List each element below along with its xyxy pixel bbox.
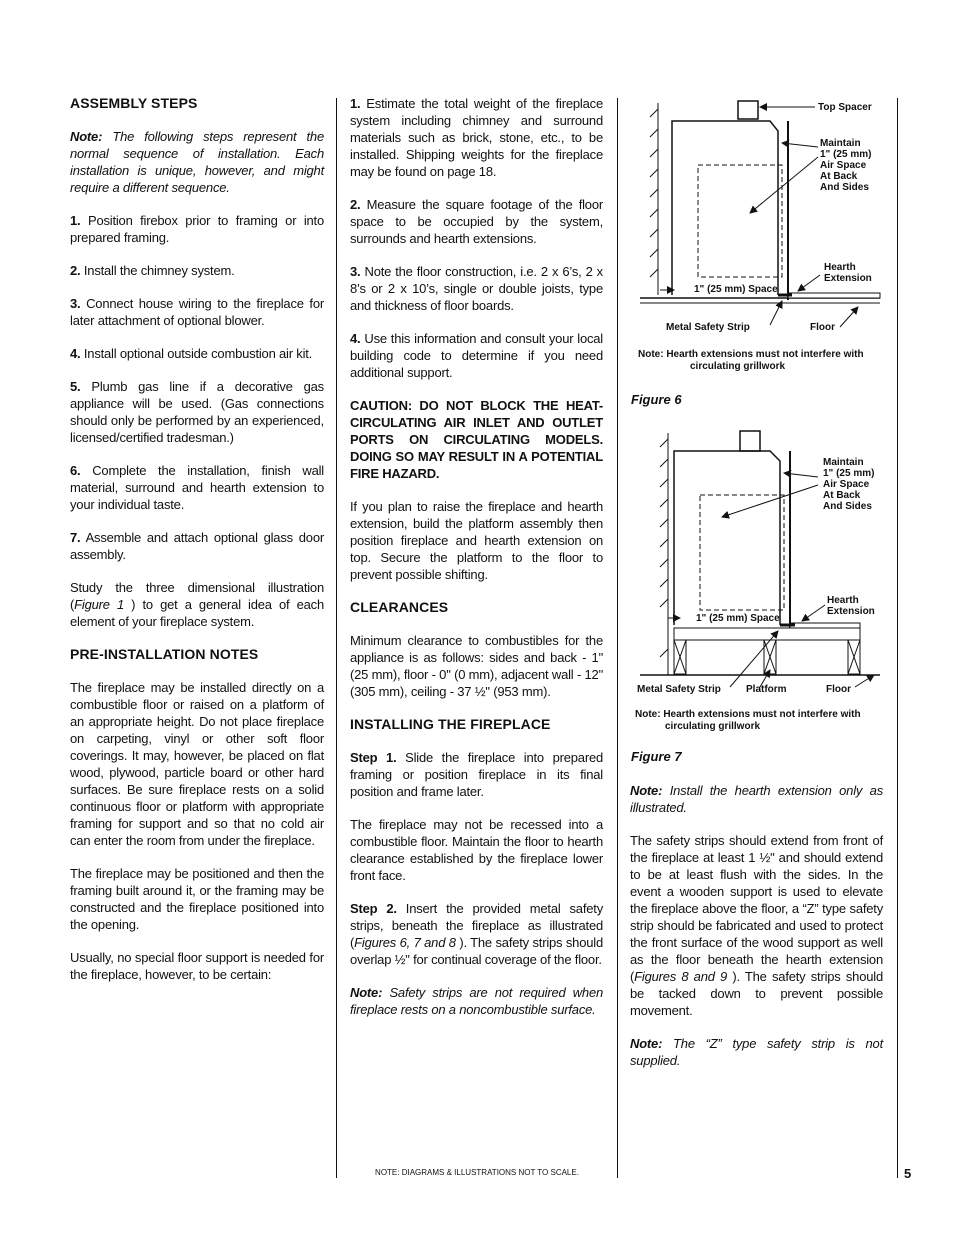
study-text: ) to get a general idea of each element of your fireplace system. bbox=[70, 597, 324, 629]
step-number: 1. bbox=[70, 213, 81, 228]
safety-strip-paragraph bbox=[630, 832, 883, 1019]
figure-6-diagram bbox=[630, 95, 890, 380]
top-spacer-shape bbox=[740, 431, 760, 451]
pre-install-paragraph: The fireplace may be positioned and then the framing built around it, or the framing may be constructed and the fireplace positioned into the opening. bbox=[70, 866, 324, 932]
step-number: 5. bbox=[70, 379, 81, 394]
step-number: 3. bbox=[70, 296, 81, 311]
assembly-steps-heading: ASSEMBLY STEPS bbox=[70, 95, 198, 111]
assembly-step bbox=[70, 212, 324, 246]
page-number: 5 bbox=[904, 1166, 912, 1181]
top-spacer-shape bbox=[738, 101, 758, 119]
metal-safety-strip-label: Metal Safety Strip bbox=[637, 684, 721, 695]
assembly-step bbox=[70, 345, 324, 362]
platform-label: Platform bbox=[746, 684, 787, 695]
assembly-step bbox=[70, 462, 324, 513]
support-item bbox=[350, 196, 603, 247]
pre-install-paragraph: Usually, no special floor support is needed for the fireplace, however, to be certain: bbox=[70, 950, 324, 982]
platform-paragraph: If you plan to raise the fireplace and hearth extension, build the platform assembly then position fireplace and hearth extension on top. Secure the platform to the floor to prevent possible shifting. bbox=[350, 499, 603, 582]
item-text: Estimate the total weight of the fireplace system including chimney and surround materials such as brick, stone, etc., to be installed. Shipping weights for the fireplace may be found on page 18. bbox=[350, 96, 603, 179]
assembly-step bbox=[70, 378, 324, 446]
figure-7-label: Figure 7 bbox=[631, 749, 682, 764]
platform-shape bbox=[674, 628, 860, 640]
caution-warning: CAUTION: DO NOT BLOCK THE HEAT-CIRCULATING AIR INLET AND OUTLET PORTS ON CIRCULATING MODELS. DOING SO MAY RESULT IN A POTENTIAL FIRE HAZARD. bbox=[350, 398, 603, 481]
step-number: 6. bbox=[70, 463, 81, 478]
step-text: Install optional outside combustion air kit. bbox=[83, 346, 313, 361]
note-label: Note: bbox=[350, 985, 383, 1000]
maintain-label: Maintain 1" (25 mm) Air Space At Back And Sides bbox=[820, 138, 872, 193]
note-label: Note: bbox=[70, 129, 103, 144]
step-1-paragraph bbox=[350, 749, 603, 800]
platform-joists bbox=[674, 640, 860, 674]
note-text: Safety strips are not required when fireplace rests on a noncombustible surface. bbox=[350, 985, 604, 1017]
step-text: Position firebox prior to framing or into prepared framing. bbox=[70, 213, 324, 245]
assembly-step bbox=[70, 295, 324, 329]
column-2 bbox=[350, 95, 603, 1034]
hearth-extension-label: Hearth Extension bbox=[827, 595, 875, 617]
maintain-label: Maintain 1" (25 mm) Air Space At Back And Sides bbox=[823, 457, 875, 512]
assembly-step bbox=[70, 529, 324, 563]
note-text: Install the hearth extension only as illustrated. bbox=[630, 783, 883, 815]
step-text: Install the chimney system. bbox=[83, 263, 235, 278]
step-text: Complete the installation, finish wall material, surround and hearth extension to your individual taste. bbox=[70, 463, 324, 512]
step-2-paragraph bbox=[350, 900, 603, 968]
fireplace-body bbox=[672, 121, 778, 295]
fireplace-body bbox=[674, 451, 780, 625]
figure-reference: Figure 1 bbox=[74, 597, 124, 612]
step-text: Insert the provided metal safety strips, beneath the fireplace as illustrated ( bbox=[350, 901, 603, 950]
floor-label: Floor bbox=[826, 684, 851, 695]
assembly-step bbox=[70, 262, 324, 279]
column-rule-edge bbox=[897, 98, 898, 1178]
support-item bbox=[350, 95, 603, 180]
installing-heading: INSTALLING THE FIREPLACE bbox=[350, 716, 551, 732]
step-label: Step 2. bbox=[350, 901, 397, 916]
item-number: 4. bbox=[350, 331, 361, 346]
paragraph-text: The safety strips should extend from front of the fireplace at least 1 ½" and should extend to be at least flush with the sides. In the event a wooden support is used to elevate the fireplace above the floor, a “Z” type safety strip should be fabricated and used to protect the front surface of the wood support as well as the floor beneath the hearth extension ( bbox=[630, 833, 883, 984]
item-number: 2. bbox=[350, 197, 361, 212]
paragraph-text: ). The safety strips should be tacked down to prevent possible movement. bbox=[630, 969, 883, 1018]
clearances-heading: CLEARANCES bbox=[350, 599, 449, 615]
step-number: 2. bbox=[70, 263, 81, 278]
column-rule-right bbox=[617, 98, 618, 1178]
note-text: The “Z” type safety strip is not supplied. bbox=[630, 1036, 884, 1068]
wall-hatching bbox=[650, 103, 658, 295]
recess-paragraph: The fireplace may not be recessed into a combustible floor. Maintain the floor to hearth clearance established by the fireplace lower front face. bbox=[350, 817, 603, 883]
support-item bbox=[350, 330, 603, 381]
item-text: Note the floor construction, i.e. 2 x 6’s, 2 x 8’s or 2 x 10’s, single or double joists, type and thickness of floor boards. bbox=[350, 264, 603, 313]
item-text: Measure the square footage of the floor space to be occupied by the system, surrounds and hearth extensions. bbox=[350, 197, 603, 246]
hearth-extension-shape bbox=[790, 623, 860, 628]
item-number: 1. bbox=[350, 96, 361, 111]
note-label: Note: bbox=[630, 1036, 663, 1051]
item-text: Use this information and consult your local building code to determine if you need additional support. bbox=[350, 331, 603, 380]
step-number: 7. bbox=[70, 530, 81, 545]
floor-label: Floor bbox=[810, 322, 835, 333]
hearth-install-note bbox=[630, 782, 883, 816]
assembly-note bbox=[70, 128, 324, 196]
top-spacer-label: Top Spacer bbox=[818, 102, 872, 113]
column-3 bbox=[630, 782, 883, 1085]
space-label: 1" (25 mm) Space bbox=[694, 284, 778, 295]
study-text: Study the three dimensional illustration ( bbox=[70, 580, 324, 612]
pre-installation-heading: PRE-INSTALLATION NOTES bbox=[70, 646, 259, 662]
figure-6-label: Figure 6 bbox=[631, 392, 682, 407]
step-text: Assemble and attach optional glass door assembly. bbox=[70, 530, 324, 562]
item-number: 3. bbox=[350, 264, 361, 279]
space-label: 1" (25 mm) Space bbox=[696, 613, 780, 624]
hearth-note: Note: Hearth extensions must not interfere with circulating grillwork bbox=[638, 349, 864, 372]
support-item bbox=[350, 263, 603, 314]
step-number: 4. bbox=[70, 346, 81, 361]
note-text: The following steps represent the normal sequence of installation. Each installation is unique, however, and might require a different sequence. bbox=[70, 129, 324, 195]
hearth-note: Note: Hearth extensions must not interfere with circulating grillwork bbox=[635, 709, 861, 732]
step-text: ). The safety strips should overlap ½" for continual coverage of the floor. bbox=[350, 935, 603, 967]
note-label: Note: bbox=[630, 783, 663, 798]
step-label: Step 1. bbox=[350, 750, 397, 765]
figure-7-diagram bbox=[630, 425, 890, 740]
footer-note: NOTE: DIAGRAMS & ILLUSTRATIONS NOT TO SCALE. bbox=[375, 1168, 579, 1177]
step-text: Slide the fireplace into prepared framing or position fireplace in its final position and frame later. bbox=[350, 750, 604, 799]
wall-hatching bbox=[660, 433, 668, 675]
metal-safety-strip-label: Metal Safety Strip bbox=[666, 322, 750, 333]
safety-strip-note bbox=[350, 984, 603, 1018]
step-text: Connect house wiring to the fireplace for later attachment of optional blower. bbox=[70, 296, 324, 328]
column-1 bbox=[70, 95, 324, 999]
figure-reference: Figures 6, 7 and 8 bbox=[354, 935, 456, 950]
pre-install-paragraph: The fireplace may be installed directly on a combustible floor or raised on a platform of an appropriate height. Do not place fireplace on carpeting, vinyl or other soft floor coverings. It may, however, be placed on flat wood, plywood, particle board or other hard surfaces. Be sure fireplace rests on a solid continuous floor or platform with appropriate framing for support and so that no cold air can enter the room from under the fireplace. bbox=[70, 680, 324, 848]
hearth-extension-label: Hearth Extension bbox=[824, 262, 872, 284]
study-paragraph bbox=[70, 579, 324, 630]
hearth-extension-shape bbox=[788, 293, 880, 298]
clearances-paragraph: Minimum clearance to combustibles for the appliance is as follows: sides and back - 1" (25 mm), floor - 0" (0 mm), adjacent wall - 12" (305 mm), ceiling - 37 ½" (953 mm). bbox=[350, 633, 603, 699]
figure-reference: Figures 8 and 9 bbox=[634, 969, 728, 984]
column-rule-left bbox=[336, 98, 337, 1178]
step-text: Plumb gas line if a decorative gas appliance will be used. (Gas connections should only be performed by an experienced, licensed/certified tradesman.) bbox=[70, 379, 324, 445]
z-strip-note bbox=[630, 1035, 883, 1069]
